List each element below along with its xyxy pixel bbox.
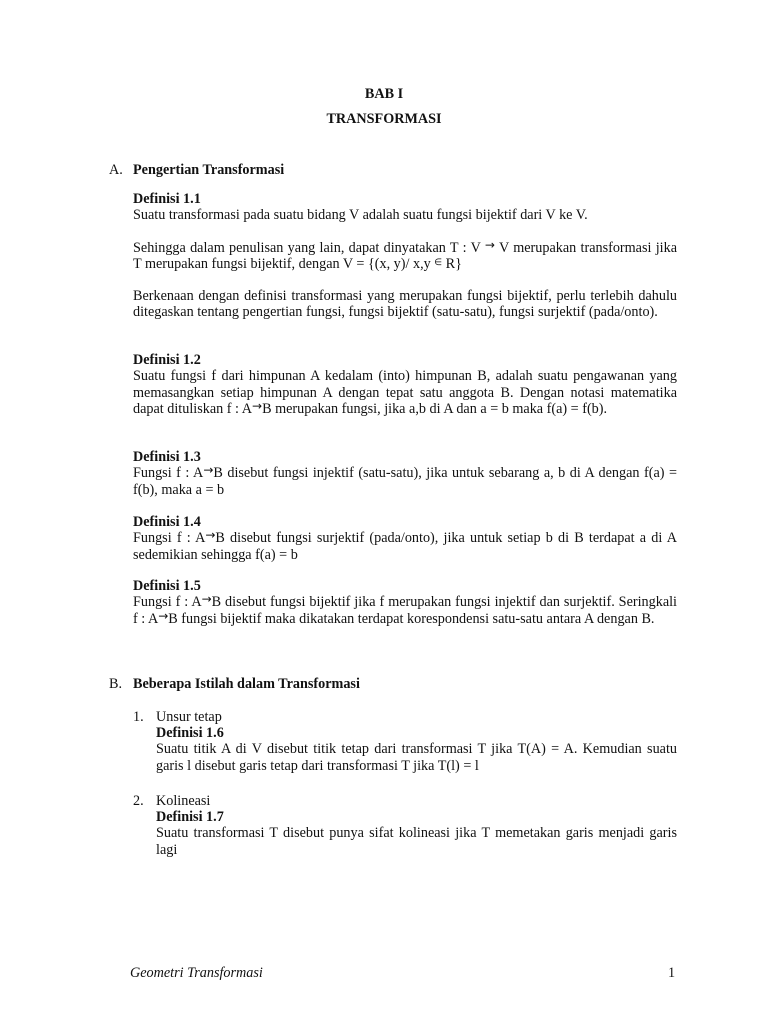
text-run: Fungsi f : A: [133, 530, 206, 547]
text-run: V merupakan transformasi jika T merupakan fungsi bijektif, dengan V = {(x, y)/ x,y: [133, 240, 677, 273]
paragraph-berkenaan: [133, 288, 677, 321]
list-item-2: [133, 793, 677, 810]
definition-text: Suatu transformasi T disebut punya sifat kolineasi jika T memetakan garis menjadi garis lagi: [156, 825, 677, 858]
text-run: B merupakan fungsi, jika a,b di A dan a = b maka f(a) = f(b).: [262, 400, 608, 417]
arrow-symbol: →: [158, 608, 169, 623]
section-a-title: Pengertian Transformasi: [133, 162, 285, 178]
definition-1-7: [156, 809, 677, 858]
paragraph-text: Berkenaan dengan definisi transformasi yang merupakan fungsi bijektif, perlu terlebih dahulu ditegaskan tentang pengertian fungsi, fungsi bijektif (satu-satu), fungsi surjektif (pada/onto).: [133, 288, 677, 321]
definition-1-2: [133, 352, 677, 417]
definition-heading: Definisi 1.3: [133, 449, 201, 465]
definition-1-1: [133, 191, 677, 224]
arrow-symbol: →: [252, 398, 263, 413]
page-number: 1: [668, 965, 676, 981]
definition-heading: Definisi 1.2: [133, 352, 201, 368]
definition-text: [133, 465, 677, 498]
definition-heading: Definisi 1.6: [156, 725, 224, 741]
chapter-title: TRANSFORMASI: [326, 111, 442, 127]
definition-heading: Definisi 1.1: [133, 191, 201, 207]
definition-text: [133, 594, 677, 627]
list-item-1: [133, 709, 677, 726]
definition-text: [133, 530, 677, 563]
definition-heading: Definisi 1.7: [156, 809, 224, 825]
definition-text: Suatu titik A di V disebut titik tetap dari transformasi T jika T(A) = A. Kemudian suatu garis l disebut garis tetap dari transformasi T jika T(l) = l: [156, 741, 677, 774]
text-run: B disebut fungsi surjektif (pada/onto), jika untuk setiap b di B terdapat a di A sedemikian sehingga f(a) = b: [133, 530, 677, 563]
text-run: B disebut fungsi bijektif jika f merupakan fungsi injektif dan surjektif. Seringkali f : A: [133, 594, 677, 627]
section-b-title: Beberapa Istilah dalam Transformasi: [133, 676, 360, 692]
text-run: Suatu fungsi f dari himpunan A kedalam (into) himpunan B, adalah suatu pengawanan yang memasangkan setiap himpunan A dengan tepat satu anggota B. Dengan notasi matematika dapat dituliskan f : A: [133, 368, 677, 417]
list-number: 1.: [133, 709, 144, 725]
arrow-symbol: →: [484, 238, 495, 252]
section-b-heading: [109, 676, 669, 693]
text-run: B fungsi bijektif maka dikatakan terdapat korespondensi satu-satu antara A dengan B.: [168, 610, 655, 627]
section-b-letter: B.: [109, 676, 123, 692]
section-a-letter: A.: [109, 162, 123, 178]
chapter-number: BAB I: [364, 86, 404, 102]
definition-1-5: [133, 578, 677, 627]
definition-1-4: [133, 514, 677, 563]
list-title: Unsur tetap: [156, 709, 222, 725]
paragraph-text: [133, 240, 677, 275]
text-run: Sehingga dalam penulisan yang lain, dapat dinyatakan T : V: [133, 240, 485, 256]
definition-1-3: [133, 449, 677, 498]
text-run: Fungsi f : A: [133, 594, 202, 611]
section-a-heading: [109, 162, 669, 179]
definition-heading: Definisi 1.5: [133, 578, 201, 594]
arrow-symbol: →: [205, 528, 216, 543]
text-run: B disebut fungsi injektif (satu-satu), jika untuk sebarang a, b di A dengan f(a) = f(b), maka a = b: [133, 465, 678, 498]
element-of-symbol: ∈: [434, 258, 443, 269]
text-run: R}: [442, 256, 462, 273]
definition-text: Suatu transformasi pada suatu bidang V adalah suatu fungsi bijektif dari V ke V.: [133, 207, 588, 224]
text-run: Fungsi f : A: [133, 465, 204, 482]
arrow-symbol: →: [203, 463, 214, 478]
paragraph-sehingga: [133, 240, 677, 275]
arrow-symbol: →: [201, 592, 212, 607]
list-number: 2.: [133, 793, 144, 809]
definition-text: [133, 368, 677, 417]
footer-title: Geometri Transformasi: [130, 965, 263, 981]
definition-heading: Definisi 1.4: [133, 514, 201, 530]
definition-1-6: [156, 725, 677, 774]
list-title: Kolineasi: [156, 793, 211, 809]
